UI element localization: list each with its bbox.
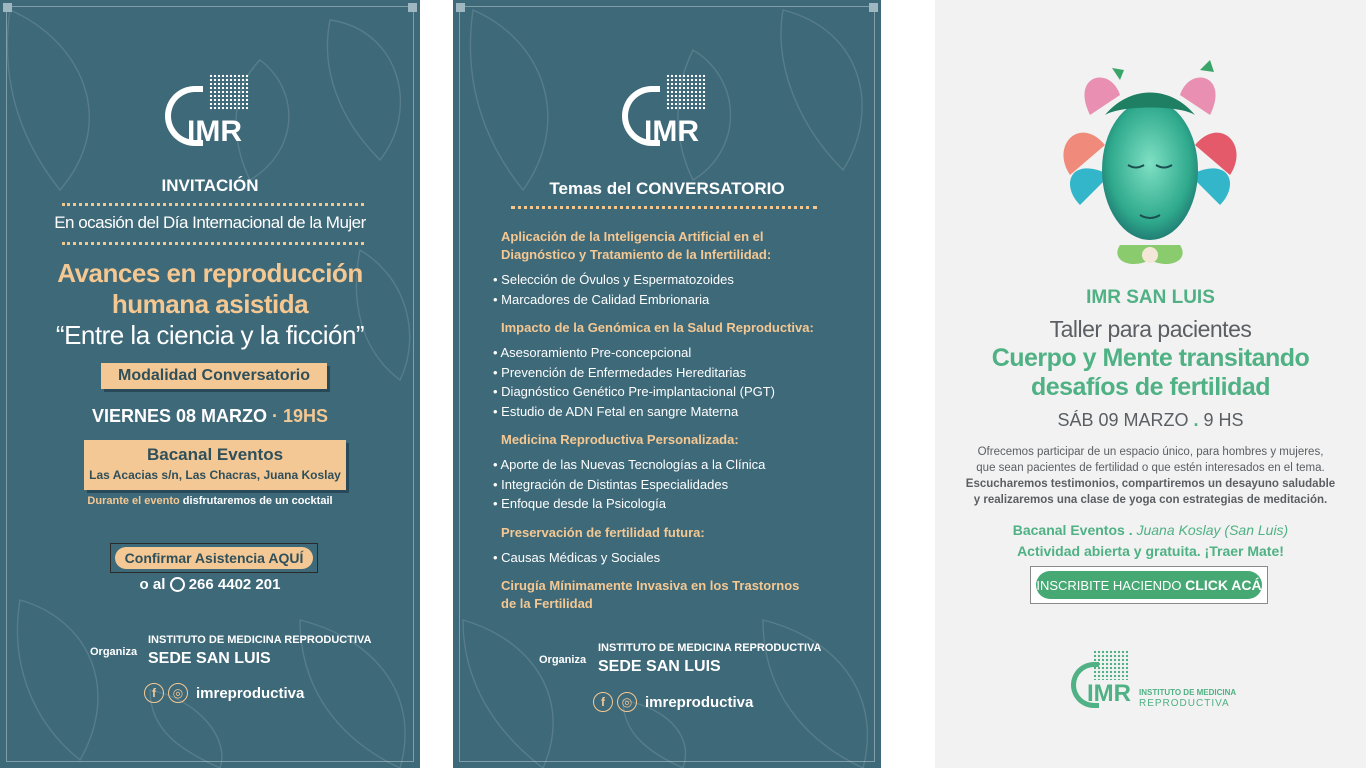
workshop-description [935, 444, 1366, 508]
workshop-datetime [935, 410, 1366, 431]
cta-pre: INSCRIBITE HACIENDO [1036, 578, 1182, 593]
frame-corner [3, 3, 12, 12]
topic-item: • Estudio de ADN Fetal en sangre Materna [493, 403, 739, 419]
activity-note: Actividad abierta y gratuita. ¡Traer Mate! [1017, 543, 1284, 559]
desc-line: Ofrecemos participar de un espacio único, para hombres y mujeres, [977, 446, 1324, 458]
modality-text: Modalidad Conversatorio [117, 367, 311, 384]
logo-text: IMR [644, 115, 699, 148]
topics-heading [453, 179, 881, 199]
phone-line[interactable] [0, 576, 420, 593]
facebook-icon[interactable]: f [593, 692, 613, 712]
section-title: Aplicación de la Inteligencia Artificial en el Diagnóstico y Tratamiento de la Infertilidad: [501, 229, 772, 262]
register-label [1036, 571, 1262, 599]
sede-label: SEDE SAN LUIS [598, 658, 721, 675]
cocktail-note [0, 495, 420, 507]
venue-line [935, 522, 1366, 538]
register-button[interactable] [1030, 566, 1268, 604]
topics-flyer [453, 0, 881, 768]
logo-grid-icon [209, 74, 249, 110]
topic-item: • Causas Médicas y Sociales [493, 549, 661, 565]
whatsapp-icon [170, 577, 185, 592]
imr-institute-logo [1071, 650, 1237, 710]
divider [62, 242, 364, 245]
brand-imr: IMR [1086, 287, 1121, 308]
brand-city: SAN LUIS [1126, 287, 1215, 308]
social-handle: imreproductiva [645, 693, 754, 711]
workshop-date: SÁB 09 MARZO [1057, 410, 1189, 430]
date-separator: · [272, 406, 278, 426]
instagram-icon[interactable]: ◎ [617, 692, 637, 712]
logo-line2: REPRODUCTIVA [1139, 698, 1230, 709]
venue-address: Las Acacias s/n, Las Chacras, Juana Koslay [89, 468, 341, 482]
section-title: Cirugía Mínimamente Invasiva en los Trastornos de la Fertilidad [501, 578, 800, 611]
workshop-flyer [935, 0, 1366, 768]
topic-item: • Integración de Distintas Especialidades [493, 476, 729, 492]
event-datetime [0, 406, 420, 427]
logo-text: IMR [187, 115, 242, 148]
frame-corner [456, 3, 465, 12]
confirm-label: Confirmar Asistencia AQUÍ [115, 547, 313, 569]
topic-item: • Enfoque desde la Psicología [493, 496, 666, 511]
occasion-text: En ocasión del Día Internacional de la Mujer [54, 213, 366, 232]
cta-bold: CLICK ACÁ [1185, 577, 1262, 593]
frame-corner [869, 3, 878, 12]
topic-item: • Diagnóstico Genético Pre-implantacional (PGT) [493, 384, 776, 399]
date-separator: . [1193, 410, 1199, 430]
heading-pre: Temas del [549, 179, 632, 198]
confirm-attendance-button[interactable] [110, 543, 318, 573]
desc-line: que sean pacientes de fertilidad o que estén interesados en el tema. [976, 462, 1325, 474]
frame-corner [408, 3, 417, 12]
event-title-line1: Avances en reproducción [57, 258, 363, 288]
topics-list [493, 228, 851, 613]
logo-grid-icon [666, 74, 706, 110]
topic-item: • Selección de Óvulos y Espermatozoides [493, 272, 734, 287]
topic-item: • Aporte de las Nuevas Tecnologías a la Clínica [493, 457, 766, 472]
cocktail-post: disfrutaremos de un cocktail [182, 495, 333, 507]
topic-item: • Marcadores de Calidad Embrionaria [493, 291, 710, 307]
phone-number: 266 4402 201 [188, 576, 281, 593]
facebook-icon[interactable]: f [144, 683, 164, 703]
cocktail-pre: Durante el evento [87, 495, 180, 507]
logo-text: IMR [1087, 680, 1131, 707]
organiza-label: Organiza [90, 646, 138, 658]
venue-box [84, 440, 346, 490]
topic-item: • Prevención de Enfermedades Hereditarias [493, 364, 747, 380]
organiza-label: Organiza [539, 654, 587, 666]
venue-place: Juana Koslay (San Luis) [1136, 522, 1289, 538]
logo-line1: INSTITUTO DE MEDICINA [1139, 688, 1237, 697]
topic-item: • Asesoramiento Pre-concepcional [493, 345, 692, 360]
heading-post: CONVERSATORIO [636, 179, 785, 198]
venue-name: Bacanal Eventos . [1012, 522, 1133, 538]
divider [62, 203, 364, 206]
phone-prefix: o al [139, 576, 166, 593]
section-title: Preservación de fertilidad futura: [501, 524, 705, 540]
desc-line: Escucharemos testimonios, compartiremos un desayuno saludable [965, 478, 1336, 490]
institute-name: INSTITUTO DE MEDICINA REPRODUCTIVA [148, 634, 372, 646]
invitation-flyer [0, 0, 420, 768]
institute-name: INSTITUTO DE MEDICINA REPRODUCTIVA [598, 642, 822, 654]
imr-logo [622, 74, 712, 149]
workshop-title-line2: desafíos de fertilidad [1030, 373, 1271, 401]
face-illustration-icon [1050, 55, 1250, 275]
social-row [593, 692, 753, 712]
desc-line: y realizaremos una clase de yoga con estrategias de meditación. [973, 494, 1328, 506]
section-title: Medicina Reproductiva Personalizada: [501, 432, 739, 447]
event-time: 19HS [283, 406, 329, 426]
divider [511, 206, 817, 209]
social-row [144, 683, 304, 703]
social-handle: imreproductiva [196, 684, 305, 702]
brand-heading [935, 287, 1366, 309]
workshop-label: Taller para pacientes [1049, 316, 1252, 342]
workshop-title-line1: Cuerpo y Mente transitando [991, 344, 1310, 372]
sede-label: SEDE SAN LUIS [148, 650, 271, 667]
event-subtitle: “Entre la ciencia y la ficción” [55, 320, 365, 350]
invitation-label: INVITACIÓN [161, 176, 259, 195]
imr-logo [165, 74, 255, 149]
instagram-icon[interactable]: ◎ [168, 683, 188, 703]
modality-badge [101, 363, 327, 389]
workshop-time: 9 HS [1203, 410, 1244, 430]
event-title-line2: humana asistida [111, 289, 309, 319]
event-date: VIERNES 08 MARZO [91, 406, 267, 426]
venue-name: Bacanal Eventos [146, 445, 284, 464]
section-title: Impacto de la Genómica en la Salud Reproductiva: [501, 320, 814, 335]
